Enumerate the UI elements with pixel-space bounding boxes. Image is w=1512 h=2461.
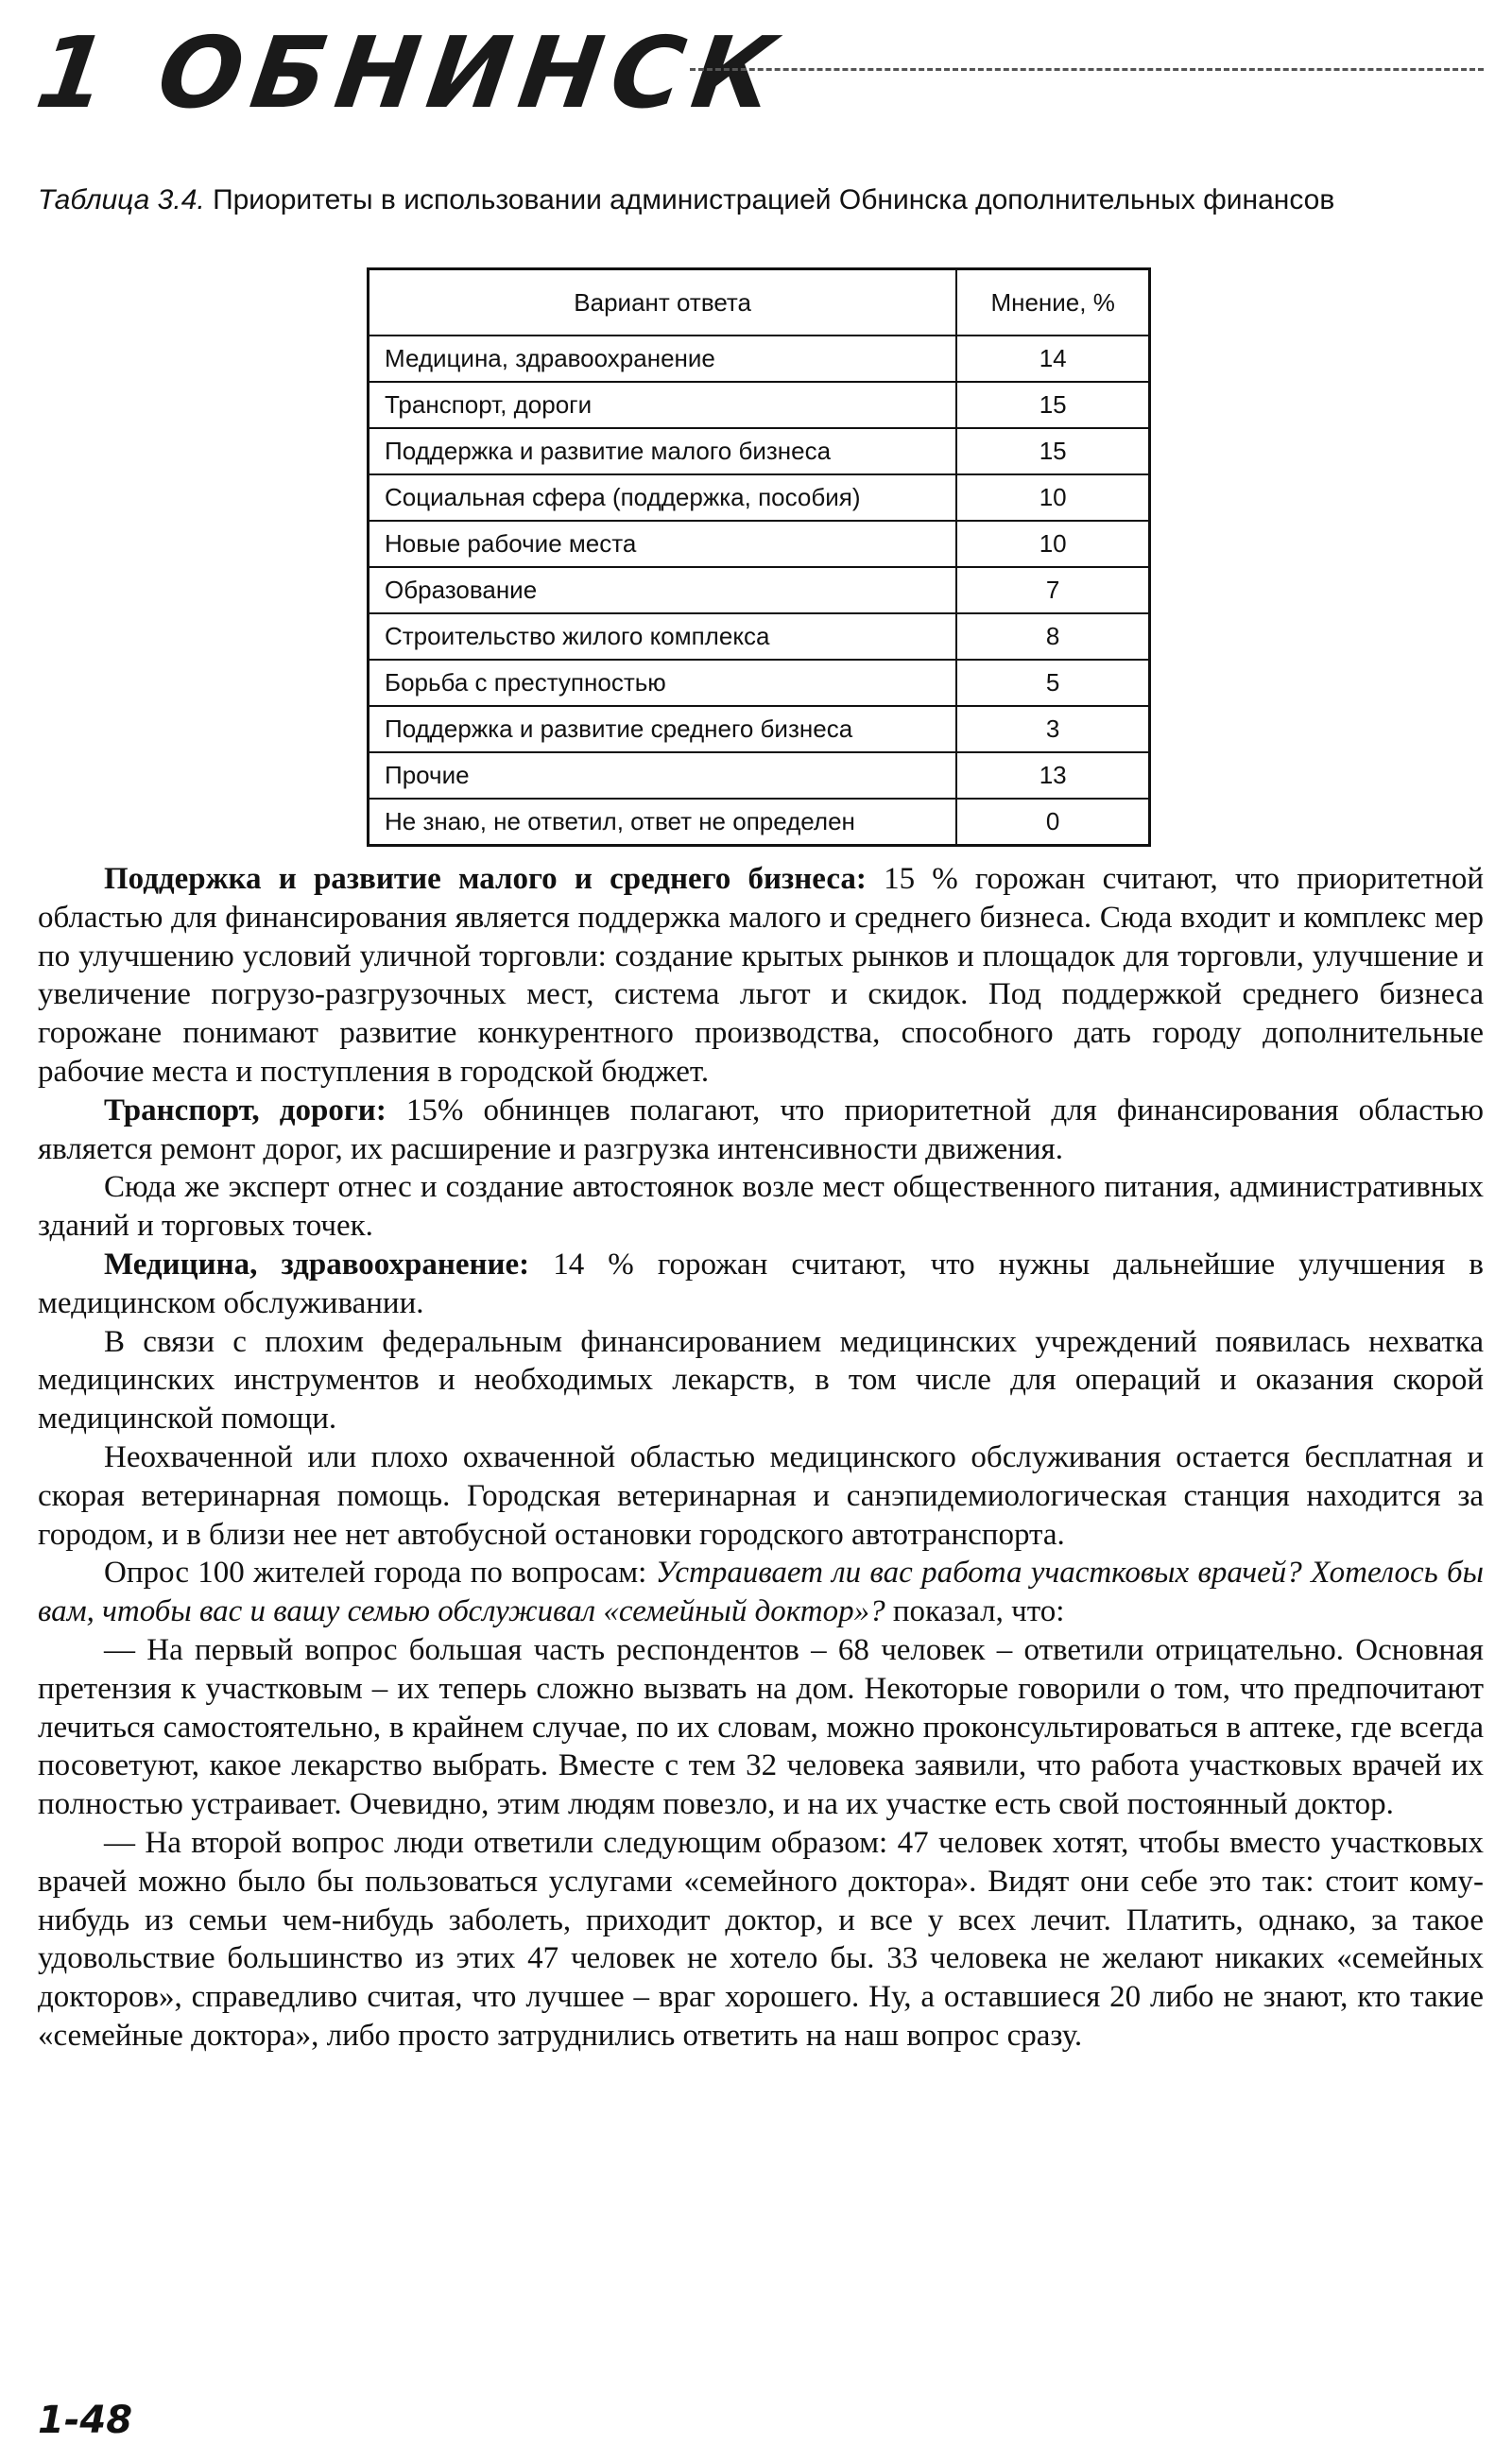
paragraph-lead: Транспорт, дороги: xyxy=(104,1093,387,1127)
header-title: 1 ОБНИНСК xyxy=(29,15,792,130)
table-row xyxy=(369,706,1150,752)
survey-questions: Устраивает ли вас работа участковых врачей? Хотелось бы вам, чтобы вас и вашу семью обслуживал «семейный доктор»? xyxy=(38,1556,1484,1629)
row-label: Не знаю, не ответил, ответ не определен xyxy=(369,799,957,846)
row-value: 3 xyxy=(956,706,1149,752)
row-label: Медицина, здравоохранение xyxy=(369,336,957,382)
caption-text: Приоритеты в использовании администрацией Обнинска дополнительных финансов xyxy=(213,184,1335,215)
row-value: 0 xyxy=(956,799,1149,846)
header-rule xyxy=(690,68,1484,71)
paragraph-transport xyxy=(38,1092,1484,1169)
paragraph-lead: Медицина, здравоохранение: xyxy=(104,1247,530,1282)
table-row xyxy=(369,799,1150,846)
paragraph-parking: Сюда же эксперт отнес и создание автостоянок возле мест общественного питания, административных зданий и торговых точек. xyxy=(38,1170,1484,1244)
page-number: 1-48 xyxy=(38,2399,133,2442)
paragraph-medicine xyxy=(38,1246,1484,1323)
running-header xyxy=(29,15,1484,130)
table-row xyxy=(369,567,1150,613)
survey-intro: Опрос 100 жителей города по вопросам: xyxy=(104,1556,656,1591)
row-label: Прочие xyxy=(369,752,957,799)
paragraph-answer-1: — На первый вопрос большая часть респондентов – 68 человек – ответили отрицательно. Основная претензия к участковым – их теперь сложно вызвать на дом. Некоторые говорили о том, что предпочитают лечиться самостоятельно, в крайнем случае, по их словам, можно проконсультироваться в аптеке, где всегда посоветуют, какое лекарство выбрать. Вместе с тем 32 человека заявили, что работа участковых врачей их полностью устраивает. Очевидно, этим людям повезло, и на их участке есть свой постоянный доктор. xyxy=(38,1632,1484,1822)
row-value: 15 xyxy=(956,382,1149,428)
row-value: 10 xyxy=(956,521,1149,567)
table-header-row xyxy=(369,269,1150,336)
row-value: 7 xyxy=(956,567,1149,613)
survey-end: показал, что: xyxy=(885,1594,1065,1629)
row-label: Поддержка и развитие среднего бизнеса xyxy=(369,706,957,752)
table-row xyxy=(369,382,1150,428)
column-header-answer: Вариант ответа xyxy=(369,269,957,336)
column-header-opinion: Мнение, % xyxy=(956,269,1149,336)
paragraph-funding: В связи с плохим федеральным финансированием медицинских учреждений появилась нехватка медицинских инструментов и необходимых лекарств, в том числе для операций и оказания скорой медицинской помощи. xyxy=(38,1324,1484,1437)
paragraph-answer-2: — На второй вопрос люди ответили следующим образом: 47 человек хотят, чтобы вместо участковых врачей можно было бы пользоваться услугами «семейного доктора». Видят они себе это так: стоит кому-нибудь из семьи чем-нибудь заболеть, приходит доктор, и все у всех лечит. Платить, однако, за такое удовольствие большинство из этих 47 человек не хотело бы. 33 человека не желают никаких «семейных докторов», справедливо считая, что лучшее – враг хорошего. Ну, а оставшиеся 20 либо не знают, кто такие «семейные доктора», либо просто затруднились ответить на наш вопрос сразу. xyxy=(38,1825,1484,2053)
table-row xyxy=(369,613,1150,660)
row-label: Поддержка и развитие малого бизнеса xyxy=(369,428,957,474)
priorities-table xyxy=(367,267,1151,847)
paragraph-survey xyxy=(38,1554,1484,1631)
row-label: Социальная сфера (поддержка, пособия) xyxy=(369,474,957,521)
row-label: Строительство жилого комплекса xyxy=(369,613,957,660)
paragraph-body: 15% обнинцев полагают, что приоритетной для финансирования областью является ремонт дорог, их расширение и разгрузка интенсивности движения. xyxy=(38,1093,1485,1166)
paragraph-body: 14 % горожан считают, что нужны дальнейшие улучшения в медицинском обслуживании. xyxy=(38,1247,1484,1320)
row-value: 5 xyxy=(956,660,1149,706)
table-row xyxy=(369,428,1150,474)
row-value: 14 xyxy=(956,336,1149,382)
paragraph-body: 15 % горожан считают, что приоритетной областью для финансирования является поддержка малого и среднего бизнеса. Сюда входит и комплекс мер по улучшению условий уличной торговли: создание крытых рынков и площадок для торговли, улучшение и увеличение погрузо-разгрузочных мест, система льгот и скидок. Под поддержкой среднего бизнеса горожане понимают развитие конкурентного производства, способного дать городу дополнительные рабочие места и поступления в городской бюджет. xyxy=(38,862,1485,1089)
body-text xyxy=(38,860,1484,2056)
row-value: 13 xyxy=(956,752,1149,799)
row-value: 10 xyxy=(956,474,1149,521)
paragraph-small-business xyxy=(38,860,1484,1092)
table-row xyxy=(369,521,1150,567)
table-row xyxy=(369,474,1150,521)
paragraph-lead: Поддержка и развитие малого и среднего бизнеса: xyxy=(104,862,867,896)
table-row xyxy=(369,752,1150,799)
row-label: Образование xyxy=(369,567,957,613)
row-value: 15 xyxy=(956,428,1149,474)
paragraph-veterinary: Неохваченной или плохо охваченной областью медицинского обслуживания остается бесплатная и скорая ветеринарная помощь. Городская ветеринарная и санэпидемиологическая станция находится за городом, и в близи нее нет автобусной остановки городского автотранспорта. xyxy=(38,1439,1484,1552)
row-label: Новые рабочие места xyxy=(369,521,957,567)
row-label: Борьба с преступностью xyxy=(369,660,957,706)
caption-label: Таблица 3.4. xyxy=(38,184,205,215)
table-row xyxy=(369,660,1150,706)
row-value: 8 xyxy=(956,613,1149,660)
table-caption xyxy=(38,180,1455,221)
row-label: Транспорт, дороги xyxy=(369,382,957,428)
table-row xyxy=(369,336,1150,382)
